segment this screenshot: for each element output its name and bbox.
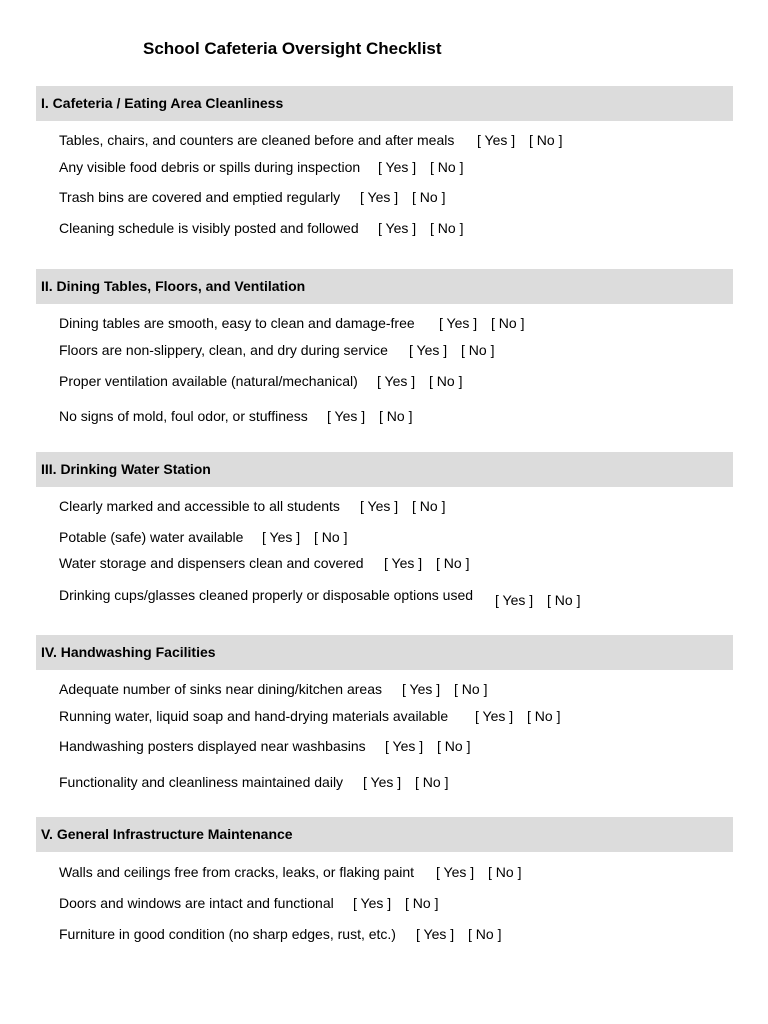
yes-option[interactable]: [ Yes ] <box>378 220 417 236</box>
no-option[interactable]: [ No ] <box>491 315 525 331</box>
no-option[interactable]: [ No ] <box>527 708 561 724</box>
section-heading: V. General Infrastructure Maintenance <box>41 826 293 842</box>
page-title: School Cafeteria Oversight Checklist <box>143 39 442 58</box>
yes-option[interactable]: [ Yes ] <box>360 498 399 514</box>
yes-option[interactable]: [ Yes ] <box>384 555 423 571</box>
checklist-item: Drinking cups/glasses cleaned properly or disposable options used <box>59 587 474 603</box>
checklist-item: Water storage and dispensers clean and covered <box>59 555 364 571</box>
section-header-1 <box>36 86 733 121</box>
yes-option[interactable]: [ Yes ] <box>262 529 301 545</box>
checklist-item: Handwashing posters displayed near washbasins <box>59 738 366 754</box>
no-option[interactable]: [ No ] <box>436 555 470 571</box>
no-option[interactable]: [ No ] <box>314 529 348 545</box>
checklist-item: Cleaning schedule is visibly posted and followed <box>59 220 359 236</box>
no-option[interactable]: [ No ] <box>412 498 446 514</box>
yes-option[interactable]: [ Yes ] <box>409 342 448 358</box>
no-option[interactable]: [ No ] <box>430 159 464 175</box>
section-heading: I. Cafeteria / Eating Area Cleanliness <box>41 95 284 111</box>
checklist-item: Clearly marked and accessible to all students <box>59 498 340 514</box>
section-header-2 <box>36 269 733 304</box>
no-option[interactable]: [ No ] <box>468 926 502 942</box>
checklist-item: Trash bins are covered and emptied regularly <box>59 189 341 205</box>
yes-option[interactable]: [ Yes ] <box>439 315 478 331</box>
yes-option[interactable]: [ Yes ] <box>353 895 392 911</box>
yes-option[interactable]: [ Yes ] <box>360 189 399 205</box>
checklist-item: Adequate number of sinks near dining/kitchen areas <box>59 681 382 697</box>
yes-option[interactable]: [ Yes ] <box>402 681 441 697</box>
checklist-item: Tables, chairs, and counters are cleaned before and after meals <box>59 132 455 148</box>
yes-option[interactable]: [ Yes ] <box>385 738 424 754</box>
section-header-3 <box>36 452 733 487</box>
no-option[interactable]: [ No ] <box>415 774 449 790</box>
section-heading: IV. Handwashing Facilities <box>41 644 216 660</box>
checklist-item: Running water, liquid soap and hand-drying materials available <box>59 708 449 724</box>
checklist-item: Any visible food debris or spills during inspection <box>59 159 361 175</box>
checklist-item: Furniture in good condition (no sharp edges, rust, etc.) <box>59 926 396 942</box>
yes-option[interactable]: [ Yes ] <box>416 926 455 942</box>
no-option[interactable]: [ No ] <box>461 342 495 358</box>
checklist-item: Potable (safe) water available <box>59 529 244 545</box>
no-option[interactable]: [ No ] <box>430 220 464 236</box>
no-option[interactable]: [ No ] <box>437 738 471 754</box>
yes-option[interactable]: [ Yes ] <box>436 864 475 880</box>
yes-option[interactable]: [ Yes ] <box>327 408 366 424</box>
no-option[interactable]: [ No ] <box>547 592 581 608</box>
section-header-4 <box>36 635 733 670</box>
checklist-item: No signs of mold, foul odor, or stuffiness <box>59 408 308 424</box>
no-option[interactable]: [ No ] <box>488 864 522 880</box>
checklist-item: Proper ventilation available (natural/mechanical) <box>59 373 358 389</box>
checklist-item: Doors and windows are intact and functional <box>59 895 334 911</box>
checklist-item: Dining tables are smooth, easy to clean and damage-free <box>59 315 415 331</box>
section-header-5 <box>36 817 733 852</box>
checklist-item: Walls and ceilings free from cracks, leaks, or flaking paint <box>59 864 415 880</box>
no-option[interactable]: [ No ] <box>379 408 413 424</box>
no-option[interactable]: [ No ] <box>529 132 563 148</box>
no-option[interactable]: [ No ] <box>454 681 488 697</box>
yes-option[interactable]: [ Yes ] <box>477 132 516 148</box>
no-option[interactable]: [ No ] <box>412 189 446 205</box>
yes-option[interactable]: [ Yes ] <box>475 708 514 724</box>
yes-option[interactable]: [ Yes ] <box>495 592 534 608</box>
checklist-item: Functionality and cleanliness maintained daily <box>59 774 344 790</box>
yes-option[interactable]: [ Yes ] <box>378 159 417 175</box>
yes-option[interactable]: [ Yes ] <box>363 774 402 790</box>
section-heading: II. Dining Tables, Floors, and Ventilation <box>41 278 306 294</box>
section-heading: III. Drinking Water Station <box>41 461 211 477</box>
no-option[interactable]: [ No ] <box>405 895 439 911</box>
no-option[interactable]: [ No ] <box>429 373 463 389</box>
checklist-item: Floors are non-slippery, clean, and dry during service <box>59 342 388 358</box>
yes-option[interactable]: [ Yes ] <box>377 373 416 389</box>
